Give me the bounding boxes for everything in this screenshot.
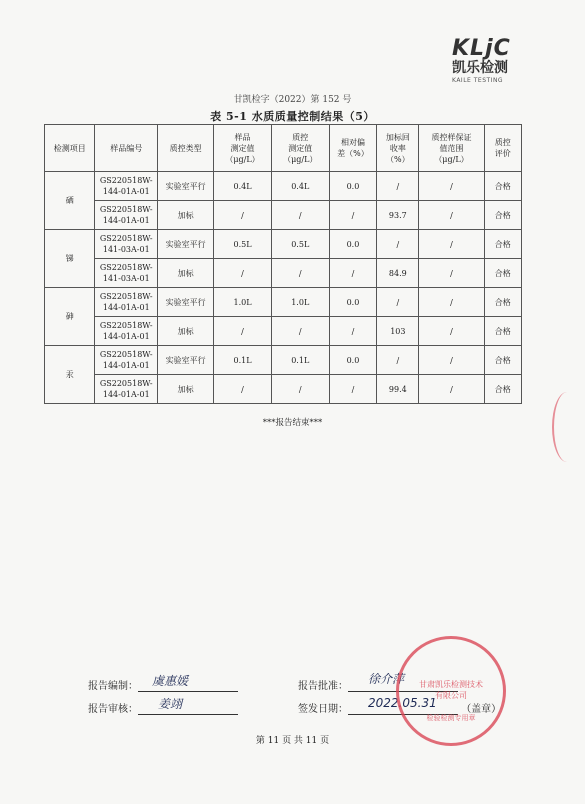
table-cell: 84.9 [377, 259, 419, 288]
table-cell: 实验室平行 [158, 230, 214, 259]
table-cell: 合格 [484, 375, 521, 404]
table-cell: / [419, 230, 484, 259]
table-cell: GS220518W-141-03A-01 [95, 230, 158, 259]
table-cell: GS220518W-144-01A-01 [95, 317, 158, 346]
table-cell: / [377, 288, 419, 317]
table-cell: / [419, 288, 484, 317]
header-cell: 样品编号 [95, 125, 158, 172]
table-cell: / [329, 375, 377, 404]
table-cell: 合格 [484, 317, 521, 346]
table-header-row [45, 125, 522, 172]
table-cell: / [271, 317, 329, 346]
header-cell: 样品 测定值 （μg/L） [214, 125, 272, 172]
table-cell: 合格 [484, 288, 521, 317]
table-cell: 0.4L [271, 172, 329, 201]
header-cell: 相对偏 差（%） [329, 125, 377, 172]
table-cell: / [419, 375, 484, 404]
table-cell: / [214, 259, 272, 288]
table-cell: GS220518W-144-01A-01 [95, 288, 158, 317]
test-item-cell: 砷 [45, 288, 95, 346]
table-cell: 合格 [484, 346, 521, 375]
table-row [45, 172, 522, 201]
table-cell: / [419, 317, 484, 346]
table-cell: 0.0 [329, 172, 377, 201]
table-cell: / [377, 172, 419, 201]
table-row [45, 288, 522, 317]
table-cell: 合格 [484, 259, 521, 288]
table-cell: 合格 [484, 172, 521, 201]
table-cell: / [214, 201, 272, 230]
table-cell: 合格 [484, 230, 521, 259]
document-number: 甘凯检字（2022）第 152 号 [233, 95, 352, 105]
table-cell: GS220518W-144-01A-01 [95, 346, 158, 375]
table-cell: 1.0L [271, 288, 329, 317]
edge-seal-mark [552, 392, 582, 462]
header-cell: 检测项目 [45, 125, 95, 172]
seal-text: 甘肃凯乐检测技术有限公司 [419, 680, 483, 700]
seal-subtext: 检验检测专用章 [426, 714, 476, 722]
seal-note: （盖章） [461, 704, 502, 715]
approver-label: 报告批准： [298, 681, 348, 692]
logo-english-name: KAILE TESTING [452, 77, 504, 84]
test-item-cell: 硒 [45, 172, 95, 230]
reviewer-label: 报告审核： [88, 704, 138, 715]
company-seal-stamp [396, 636, 506, 746]
table-cell: / [329, 259, 377, 288]
table-body [45, 172, 522, 404]
table-cell: / [419, 172, 484, 201]
table-cell: 加标 [158, 317, 214, 346]
table-row [45, 230, 522, 259]
table-cell: 合格 [484, 201, 521, 230]
reviewer-signature: 姜翊 [158, 697, 183, 711]
table-cell: / [271, 201, 329, 230]
report-end-note: ***报告结束*** [262, 418, 323, 428]
table-cell: / [271, 375, 329, 404]
logo-chinese-name: 凯乐检测 [452, 60, 508, 76]
table-cell: / [377, 230, 419, 259]
header-cell: 质控 测定值 （μg/L） [271, 125, 329, 172]
table-row [45, 346, 522, 375]
table-cell: GS220518W-144-01A-01 [95, 375, 158, 404]
table-cell: 加标 [158, 375, 214, 404]
table-cell: 加标 [158, 201, 214, 230]
table-row [45, 201, 522, 230]
table-row [45, 375, 522, 404]
test-item-cell: 锑 [45, 230, 95, 288]
table-cell: 0.5L [214, 230, 272, 259]
date-label: 签发日期： [298, 704, 348, 715]
table-cell: / [329, 317, 377, 346]
table-cell: 99.4 [377, 375, 419, 404]
table-cell: 93.7 [377, 201, 419, 230]
table-cell: / [271, 259, 329, 288]
table-cell: 实验室平行 [158, 172, 214, 201]
table-cell: 0.0 [329, 288, 377, 317]
table-cell: GS220518W-144-01A-01 [95, 201, 158, 230]
qc-results-table [44, 124, 522, 404]
table-title: 表 5-1 水质质量控制结果（5） [210, 110, 375, 123]
table-row [45, 259, 522, 288]
table-cell: / [214, 375, 272, 404]
table-cell: 0.1L [214, 346, 272, 375]
table-cell: / [419, 201, 484, 230]
table-cell: GS220518W-144-01A-01 [95, 172, 158, 201]
test-item-cell: 汞 [45, 346, 95, 404]
table-cell: 103 [377, 317, 419, 346]
header-cell: 质控类型 [158, 125, 214, 172]
table-cell: 1.0L [214, 288, 272, 317]
header-cell: 加标回 收率 （%） [377, 125, 419, 172]
table-cell: GS220518W-141-03A-01 [95, 259, 158, 288]
table-cell: 实验室平行 [158, 288, 214, 317]
table-row [45, 317, 522, 346]
company-logo [452, 36, 552, 84]
compiler-signature: 虞惠媛 [152, 674, 189, 688]
logo-mark: KLjC [452, 36, 511, 61]
table-cell: / [419, 346, 484, 375]
issue-date-handwritten: 2022.05.31 [368, 696, 437, 710]
table-cell: 0.1L [271, 346, 329, 375]
approver-signature: 徐介萍 [368, 672, 405, 686]
table-cell: 0.5L [271, 230, 329, 259]
table-cell: / [329, 201, 377, 230]
table-cell: 0.4L [214, 172, 272, 201]
header-cell: 质控 评价 [484, 125, 521, 172]
table-cell: 加标 [158, 259, 214, 288]
compiler-label: 报告编制： [88, 681, 138, 692]
page-number: 第 11 页 共 11 页 [255, 736, 330, 746]
table-cell: 实验室平行 [158, 346, 214, 375]
table-cell: 0.0 [329, 346, 377, 375]
table-cell: / [214, 317, 272, 346]
header-cell: 质控样保证 值范围 （μg/L） [419, 125, 484, 172]
table-cell: / [377, 346, 419, 375]
table-cell: / [419, 259, 484, 288]
table-cell: 0.0 [329, 230, 377, 259]
